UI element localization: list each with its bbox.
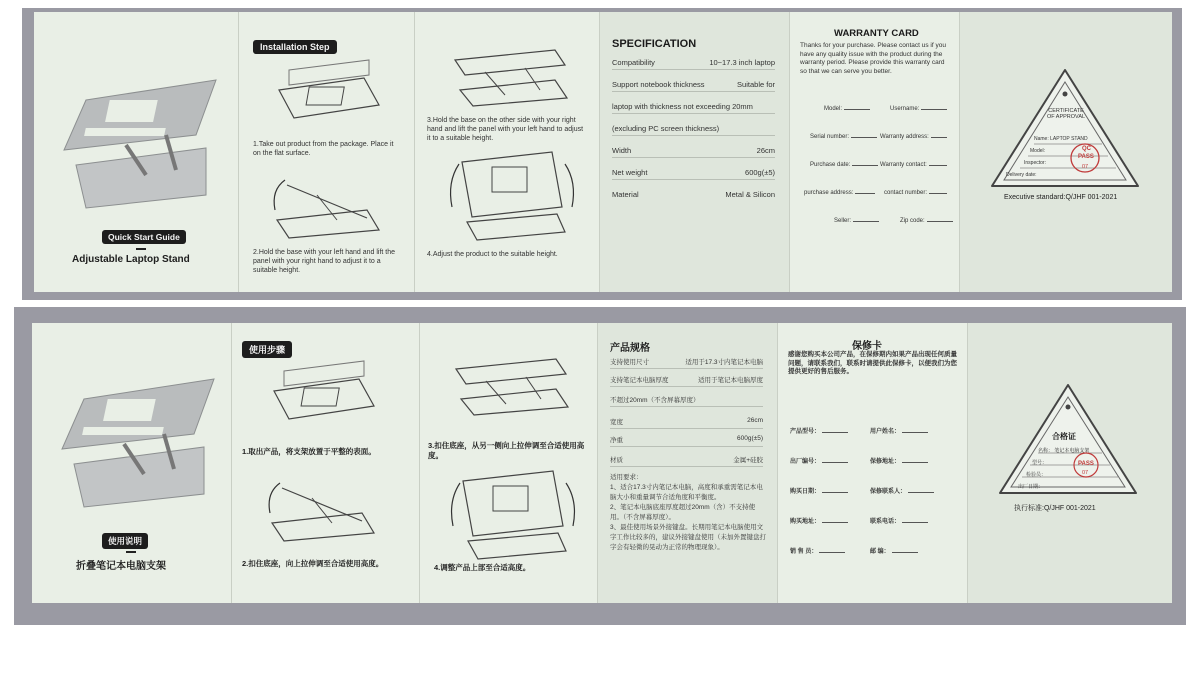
spec-panel <box>600 12 790 292</box>
field-contact-number: contact number: <box>884 190 947 196</box>
usage-steps-tag: 使用步骤 <box>242 341 292 358</box>
english-leaflet <box>34 12 1172 292</box>
badge-stamp-pass-cn: PASS <box>1078 461 1094 467</box>
badge-stamp-number: 07 <box>1082 164 1089 170</box>
badge-name: Name: LAPTOP STAND <box>1034 136 1088 142</box>
step1-caption: 1.Take out product from the package. Place it on the flat surface. <box>253 141 394 157</box>
laptop-stand-illustration <box>56 80 216 210</box>
install-panel-left-cn <box>232 323 420 603</box>
spec-panel-cn <box>598 323 778 603</box>
usage-guide-tag: 使用说明 <box>102 533 148 549</box>
spec-row: 净重 600g(±5) <box>610 435 763 447</box>
field-warranty-contact-cn: 保修联系人： <box>870 487 934 497</box>
spec-row: Compatibility 10~17.3 inch laptop <box>612 58 775 70</box>
badge-title-cn: 合格证 <box>1052 432 1076 441</box>
step1-illustration-cn <box>264 361 384 431</box>
field-purchase-date: Purchase date: <box>810 162 878 168</box>
warranty-panel-cn <box>778 323 968 603</box>
step2-caption: 2.Hold the base with your left hand and lift the panel with your right hand to adjust it to a suitable height. <box>253 249 396 274</box>
step3-illustration <box>445 40 575 110</box>
step2-illustration <box>267 170 387 240</box>
step4-caption: 4.Adjust the product to the suitable height. <box>427 251 558 258</box>
executive-standard: Executive standard:Q/JHF 001-2021 <box>1004 194 1118 201</box>
cover-panel <box>34 12 239 292</box>
cover-panel-cn <box>32 323 232 603</box>
step3-caption: 3.Hold the base on the other side with your right hand and lift the panel with your left hand to adjust it to a suitable height. <box>427 117 584 142</box>
badge-model: Model: <box>1030 148 1046 154</box>
warranty-text: Thanks for your purchase. Please contact us if you have any quality issue with the product during the warranty period. Please provide this warranty card so that we can serve you better. <box>800 42 946 75</box>
step3-illustration-cn <box>446 349 576 419</box>
field-model: Model: <box>824 106 870 112</box>
field-username: Username: <box>890 106 947 112</box>
spec-row: Net weight 600g(±5) <box>612 168 775 180</box>
install-panel-right-cn <box>420 323 598 603</box>
step1-illustration <box>269 60 389 130</box>
step1-caption-cn: 1.取出产品，将支架放置于平整的表面。 <box>242 447 376 456</box>
field-warranty-address: Warranty address: <box>880 134 947 140</box>
spec-row: 支持使用尺寸 适用于17.3寸内笔记本电脑 <box>610 357 763 369</box>
spec-row: Material Metal & Silicon <box>612 190 775 199</box>
install-panel-right <box>415 12 600 292</box>
chinese-leaflet <box>32 323 1172 603</box>
field-seller: Seller: <box>834 218 879 224</box>
bottom-photo <box>14 307 1186 625</box>
field-zip-cn: 邮 编： <box>870 547 918 557</box>
certificate-panel <box>960 12 1172 292</box>
field-zip: Zip code: <box>900 218 953 224</box>
step4-illustration-cn <box>448 471 578 561</box>
note-item: 3、最佳使用场景外接键盘。长期用笔记本电脑使用文字工作比较多的，建议外接键盘使用（未加外置键盘打字会有轻微的晃动为正常的物理现象）。 <box>610 524 766 551</box>
certificate-panel-cn <box>968 323 1172 603</box>
spec-row: (excluding PC screen thickness) <box>612 124 775 136</box>
field-serial-cn: 出厂编号： <box>790 457 848 467</box>
spec-row: Support notebook thickness Suitable for <box>612 80 775 92</box>
installation-step-tag: Installation Step <box>253 40 337 54</box>
note-item: 1、适合17.3寸内笔记本电脑，高度和承重需笔记本电脑大小和重量调节合适角度和平衡度。 <box>610 484 763 501</box>
spec-title-cn: 产品规格 <box>610 343 650 354</box>
cover-dash <box>136 248 146 250</box>
field-purchase-date-cn: 购买日期： <box>790 487 848 497</box>
spec-title: SPECIFICATION <box>612 38 697 50</box>
field-purchase-address-cn: 购买地址： <box>790 517 848 527</box>
certificate-triangle <box>990 68 1140 188</box>
badge-delivery-cn: 出厂日期： <box>1018 484 1044 490</box>
notes-title: 适用要求： <box>610 474 643 481</box>
spec-row: 支持笔记本电脑厚度 适用于笔记本电脑厚度 <box>610 375 763 387</box>
step2-caption-cn: 2.扣住底座，向上拉伸调至合适使用高度。 <box>242 559 384 568</box>
warranty-text-cn: 感谢您购买本公司产品，在保修期内如果产品出现任何质量问题，请联系我们，联系时请提供此保修卡，以便我们为您提供更好的售后服务。 <box>788 351 957 375</box>
cover-dash-cn <box>126 551 136 553</box>
step3-caption-cn: 3.扣住底座，从另一侧向上拉伸调至合适使用高度。 <box>428 441 585 460</box>
install-panel-left <box>239 12 415 292</box>
spec-notes <box>610 473 768 553</box>
field-warranty-address-cn: 保修地址： <box>870 457 928 467</box>
quick-start-tag: Quick Start Guide <box>102 230 186 244</box>
badge-cert-text: CERTIFICATE OF APPROVAL <box>1046 108 1086 120</box>
field-contact-number-cn: 联系电话： <box>870 517 928 527</box>
warranty-title: WARRANTY CARD <box>834 28 919 39</box>
top-photo <box>22 8 1182 300</box>
field-seller-cn: 销 售 员： <box>790 547 845 557</box>
badge-stamp-pass: PASS <box>1078 154 1094 160</box>
spec-row: 不超过20mm（不含屏幕厚度） <box>610 395 763 407</box>
badge-name-cn: 名称： 笔记本电脑支架 <box>1038 448 1090 454</box>
warranty-title-cn: 保修卡 <box>852 341 882 352</box>
badge-model-cn: 型号： <box>1032 460 1048 466</box>
laptop-stand-illustration-cn <box>54 379 214 509</box>
badge-stamp-qc: QC <box>1082 146 1091 152</box>
executive-standard-cn: 执行标准:Q/JHF 001-2021 <box>1014 505 1096 512</box>
badge-delivery: Delivery date: <box>1006 172 1037 178</box>
cover-title: Adjustable Laptop Stand <box>72 254 190 265</box>
field-username-cn: 用户姓名： <box>870 427 928 437</box>
badge-stamp-number-cn: 07 <box>1082 470 1089 476</box>
step4-illustration <box>447 152 577 242</box>
cover-title-cn: 折叠笔记本电脑支架 <box>76 561 166 572</box>
spec-row: Width 26cm <box>612 146 775 158</box>
warranty-panel <box>790 12 960 292</box>
step2-illustration-cn <box>262 473 382 543</box>
field-purchase-address: purchase address: <box>804 190 875 196</box>
field-warranty-contact: Warranty contact: <box>880 162 947 168</box>
badge-inspector: Inspector: <box>1024 160 1046 166</box>
field-serial: Serial number: <box>810 134 877 140</box>
badge-inspector-cn: 检验员： <box>1026 472 1047 478</box>
step4-caption-cn: 4.调整产品上部至合适高度。 <box>434 563 531 572</box>
note-item: 2、笔记本电脑底座厚度超过20mm（含）不支持使用。（不含屏幕厚度）。 <box>610 504 756 521</box>
field-model-cn: 产品型号： <box>790 427 848 437</box>
spec-row: laptop with thickness not exceeding 20mm <box>612 102 775 114</box>
spec-row: 宽度 26cm <box>610 417 763 429</box>
spec-row: 材质 金属+硅胶 <box>610 455 763 467</box>
